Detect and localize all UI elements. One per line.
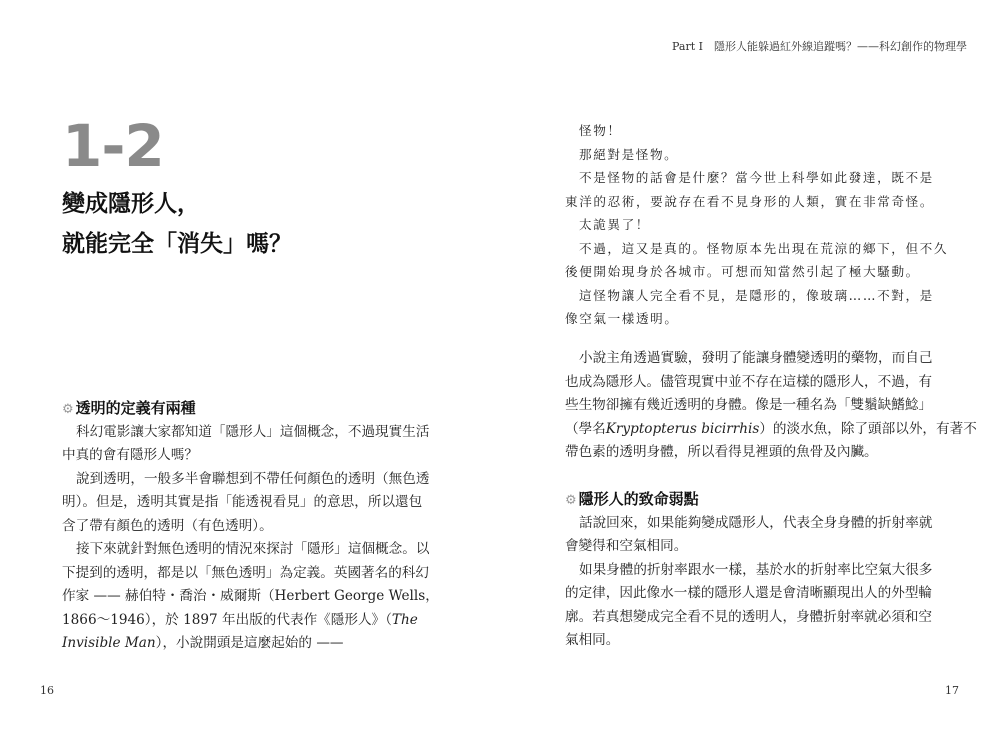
section-heading-text: 隱形人的致命弱點 [578, 490, 699, 508]
section-heading [62, 397, 439, 421]
text-segment: 1866～1946），於 1897 年出版的代表作《隱形人》（ [62, 611, 392, 628]
text-segment: 如果身體的折射率跟水一樣，基於水的折射率比空氣大很多 [579, 561, 933, 578]
chapter-title [62, 184, 292, 264]
chapter-title-line: 就能完全「消失」嗎？ [62, 231, 292, 257]
section-heading [565, 488, 932, 512]
text-line [62, 468, 439, 492]
running-head: Part I 隱形人能躲過紅外線追蹤嗎？——科幻創作的物理學 [672, 40, 967, 53]
text-line [565, 629, 932, 653]
quote-block [565, 119, 948, 331]
text-line [565, 284, 948, 308]
italic-text: Invisible Man [62, 635, 156, 651]
text-line [565, 371, 977, 395]
text-segment: 說到透明，一般多半會聯想到不帶任何顏色的透明（無色透 [76, 470, 430, 487]
text-segment: 不是怪物的話會是什麼？當今世上科學如此發達，既不是 [579, 170, 934, 185]
gear-icon: ⚙ [62, 402, 74, 417]
text-line [565, 347, 977, 371]
text-segment: 會變得和空氣相同。 [565, 538, 688, 554]
text-segment: 的定律，因此像水一樣的隱形人還是會清晰顯現出人的外型輪 [565, 585, 933, 601]
text-line [565, 394, 977, 418]
text-segment: 接下來就針對無色透明的情況來探討「隱形」這個概念。以 [76, 541, 430, 557]
text-segment: 明）。但是，透明其實是指「能透視看見」的意思，所以還包 [62, 494, 423, 510]
text-line [565, 190, 948, 214]
text-line [62, 444, 439, 468]
text-line [565, 307, 948, 331]
italic-text: Kryptopterus bicirrhis [605, 420, 760, 437]
text-segment: 作家 —— 赫伯特・喬治・威爾斯（Herbert George Wells， [62, 588, 439, 604]
text-segment: （學名 [565, 420, 606, 437]
text-segment: 含了帶有顏色的透明（有色透明）。 [62, 517, 273, 534]
text-line [565, 512, 932, 536]
text-segment: 氣相同。 [565, 632, 620, 648]
text-line [62, 538, 439, 562]
text-line [565, 166, 948, 190]
text-segment: 東洋的忍術，要說存在看不見身形的人類，實在非常奇怪。 [565, 193, 935, 209]
left-section [62, 397, 439, 656]
text-segment: 那絕對是怪物。 [579, 146, 679, 162]
text-line [565, 535, 932, 559]
text-line [62, 609, 439, 633]
body-text [565, 512, 932, 653]
body-text [62, 421, 439, 656]
text-line [62, 515, 439, 539]
text-segment: 廓。若真想變成完全看不見的透明人，身體折射率就必須和空 [565, 608, 933, 625]
text-segment: 中真的會有隱形人嗎？ [62, 447, 198, 463]
text-line [62, 562, 439, 586]
text-line [565, 119, 948, 143]
text-line [565, 606, 932, 630]
section-heading-text: 透明的定義有兩種 [75, 399, 196, 417]
text-line [565, 143, 948, 167]
text-segment: 太詭異了！ [579, 217, 650, 232]
text-segment: 下提到的透明，都是以「無色透明」為定義。英國著名的科幻 [62, 564, 430, 581]
chapter-number: 1-2 [62, 112, 164, 180]
text-segment: 些生物卻擁有幾近透明的身體。像是一種名為「雙鬚缺鰭鯰」 [565, 397, 933, 413]
page-number-left: 16 [40, 684, 54, 697]
text-segment: ）的淡水魚，除了頭部以外，有著不 [759, 420, 977, 437]
text-line [565, 418, 977, 442]
text-line [565, 582, 932, 606]
text-line [565, 237, 948, 261]
text-line [62, 585, 439, 609]
text-segment: 科幻電影讓大家都知道「隱形人」這個概念，不過現實生活 [76, 423, 430, 440]
text-segment: 帶色素的透明身體，所以看得見裡頭的魚骨及內臟。 [565, 444, 878, 460]
text-segment: 不過，這又是真的。怪物原本先出現在荒涼的鄉下，但不久 [579, 240, 949, 256]
text-line [62, 491, 439, 515]
text-line [565, 260, 948, 284]
text-line [565, 213, 948, 237]
text-segment: 像空氣一樣透明。 [565, 311, 679, 326]
text-segment: ），小說開頭是這麼起始的 —— [155, 635, 344, 651]
text-line [62, 421, 439, 445]
text-line [565, 559, 932, 583]
right-section [565, 488, 932, 653]
text-segment: 小說主角透過實驗，發明了能讓身體變透明的藥物，而自己 [579, 350, 933, 366]
text-line [62, 632, 439, 656]
text-segment: 話說回來，如果能夠變成隱形人，代表全身身體的折射率就 [579, 514, 933, 531]
text-segment: 後便開始現身於各城市。可想而知當然引起了極大騷動。 [565, 264, 920, 279]
text-line [565, 441, 977, 465]
italic-text: The [391, 611, 418, 628]
chapter-title-line: 變成隱形人， [62, 191, 200, 217]
right-paragraph [565, 347, 977, 465]
text-segment: 也成為隱形人。儘管現實中並不存在這樣的隱形人，不過，有 [565, 373, 933, 390]
text-segment: 這怪物讓人完全看不見，是隱形的，像玻璃……不對，是 [579, 287, 934, 303]
gear-icon: ⚙ [565, 493, 577, 508]
text-segment: 怪物！ [579, 123, 622, 138]
page-number-right: 17 [945, 684, 959, 697]
body-text [565, 347, 977, 465]
quote-text [565, 119, 948, 331]
